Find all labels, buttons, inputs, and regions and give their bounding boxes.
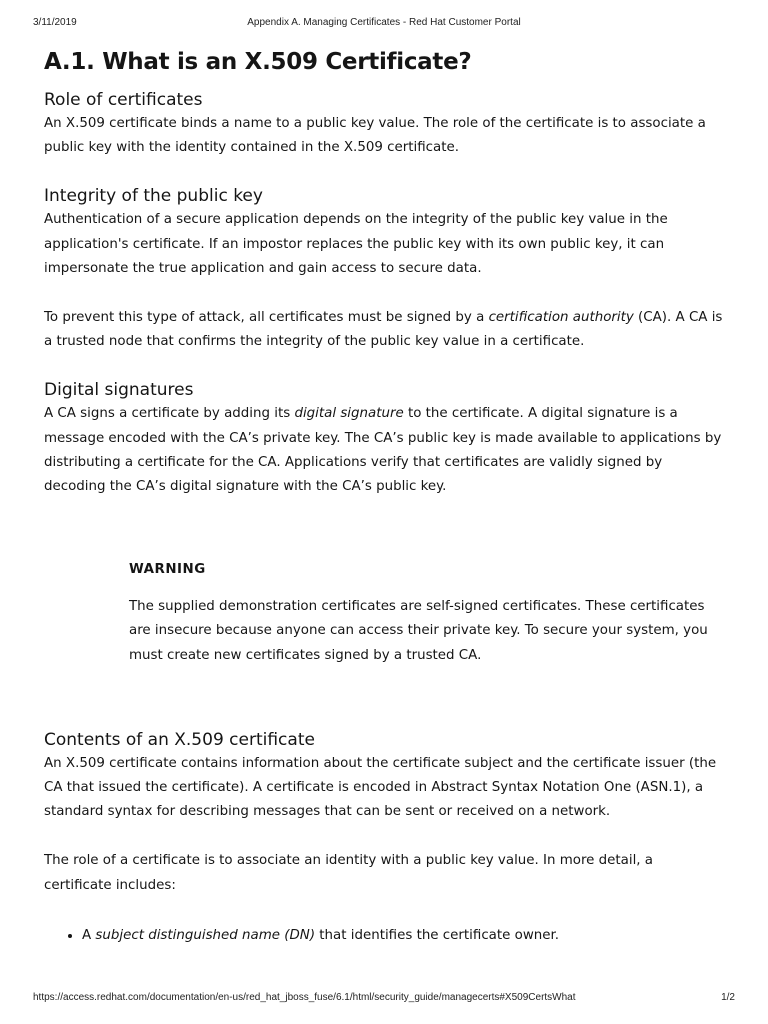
term-subject-dn: subject distinguished name (DN) <box>95 927 316 943</box>
print-page-number: 1/2 <box>721 992 735 1003</box>
signatures-paragraph <box>44 402 724 499</box>
heading-digital-signatures: Digital signatures <box>44 380 194 401</box>
print-header <box>0 17 768 31</box>
print-page-title: Appendix A. Managing Certificates - Red Hat Customer Portal <box>247 17 521 28</box>
list-item <box>82 924 724 948</box>
page-title: A.1. What is an X.509 Certificate? <box>44 49 472 75</box>
integrity-paragraph-2 <box>44 306 724 354</box>
warning-title: WARNING <box>129 562 206 578</box>
print-footer <box>0 992 768 1006</box>
term-certification-authority: certification authority <box>488 310 634 326</box>
print-date: 3/11/2019 <box>33 17 77 28</box>
warning-text: The supplied demonstration certificates are self-signed certificates. These certificates are insecure because anyone can access their private key. To secure your system, you must create new certificates signed by a trusted CA. <box>129 599 708 663</box>
contents-paragraph-2: The role of a certificate is to associate an identity with a public key value. In more detail, a certificate includes: <box>44 853 654 893</box>
text-span: To prevent this type of attack, all certificates must be signed by a <box>44 310 489 326</box>
text-span: that identifies the certificate owner. <box>315 927 560 943</box>
certificate-contents-list <box>44 924 724 948</box>
heading-integrity: Integrity of the public key <box>44 186 263 207</box>
integrity-paragraph-1: Authentication of a secure application depends on the integrity of the public key value in the application's certificate. If an impostor replaces the public key with its own public key, it can impersonate the true application and gain access to secure data. <box>44 212 668 276</box>
contents-paragraph-1: An X.509 certificate contains information about the certificate subject and the certificate issuer (the CA that issued the certificate). A certificate is encoded in Abstract Syntax Notation One (ASN.1), a standard syntax for describing messages that can be sent or received on a network. <box>44 755 717 820</box>
heading-contents: Contents of an X.509 certificate <box>44 729 315 750</box>
document-content <box>44 46 724 948</box>
text-span: A <box>82 927 96 943</box>
term-digital-signature: digital signature <box>294 406 404 422</box>
text-span: A CA signs a certificate by adding its <box>44 406 295 422</box>
text-span: to the certificate. A digital signature is a message encoded with the CA’s private key. The CA’s public key is made available to applications by distributing a certificate for the CA. Applications verify that certificates are validly signed by decoding the CA’s digital signature with the CA’s public key. <box>44 406 722 495</box>
warning-admonition <box>129 559 709 668</box>
heading-role-of-certificates: Role of certificates <box>44 90 203 110</box>
print-url: https://access.redhat.com/documentation/en-us/red_hat_jboss_fuse/6.1/html/security_guide/managecerts#X509CertsWhat <box>33 992 576 1003</box>
role-paragraph: An X.509 certificate binds a name to a public key value. The role of the certificate is to associate a public key with the identity contained in the X.509 certificate. <box>44 116 706 156</box>
text-span: (CA). A CA is a trusted node that confirms the integrity of the public key value in a certificate. <box>44 310 723 350</box>
